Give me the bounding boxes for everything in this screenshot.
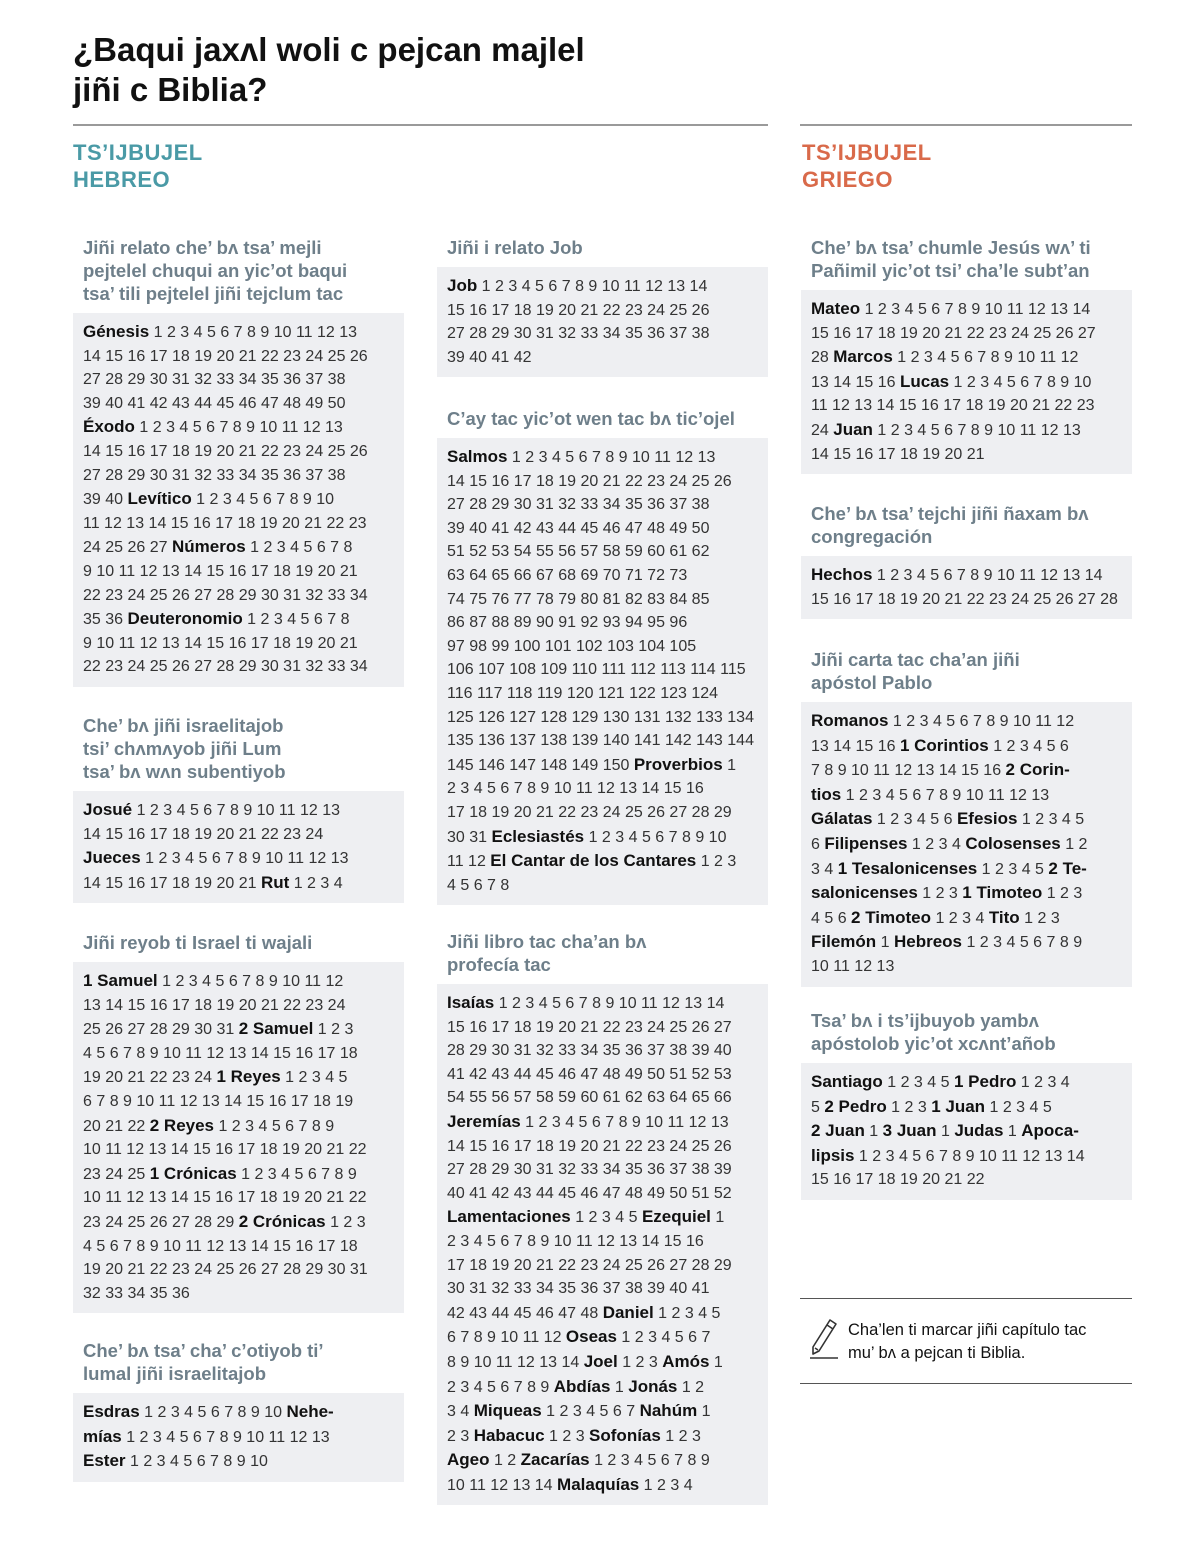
book-name: 1 Crónicas <box>149 1163 237 1183</box>
chapter-line: 11 12 13 14 15 16 17 18 19 20 21 22 23 <box>83 514 367 532</box>
chapter-line: 15 16 17 18 19 20 21 22 23 24 25 26 27 28 <box>811 590 1118 608</box>
book-name: Zacarías <box>520 1450 590 1470</box>
section-title-line: Pañimil yic’ot tsi’ cha’le subt’an <box>811 260 1090 281</box>
book-name: Joel <box>583 1351 618 1371</box>
chapter-line: 10 11 12 13 <box>811 957 895 975</box>
book-name: Salmos <box>447 447 508 466</box>
book-name: lipsis <box>811 1145 855 1165</box>
section-title-line: Che’ bʌ tsa’ chumle Jesús wʌ’ ti <box>811 237 1091 258</box>
book-name: Filipenses <box>824 833 908 853</box>
chapter-line: Esdras 1 2 3 4 5 6 7 8 9 10 Nehe- <box>83 1402 334 1421</box>
chapter-line: Ageo 1 2 Zacarías 1 2 3 4 5 6 7 8 9 <box>447 1450 710 1470</box>
book-name: Nehe- <box>286 1402 334 1421</box>
book-name: Ezequiel <box>641 1207 711 1227</box>
section-title <box>83 931 404 954</box>
book-name: Romanos <box>811 711 889 730</box>
chapter-line: 6 7 8 9 10 11 12 Oseas 1 2 3 4 5 6 7 <box>447 1327 711 1347</box>
chapter-line: 8 9 10 11 12 13 14 Joel 1 2 3 Amós 1 <box>447 1351 723 1371</box>
chapter-line: Lamentaciones 1 2 3 4 5 Ezequiel 1 <box>447 1207 725 1227</box>
chapter-line: 27 28 29 30 31 32 33 34 35 36 37 38 39 <box>447 1161 732 1179</box>
chapter-line: 54 55 56 57 58 59 60 61 62 63 64 65 66 <box>447 1089 732 1107</box>
chapter-line: 125 126 127 128 129 130 131 132 133 134 <box>447 708 754 726</box>
book-name: 2 Pedro <box>824 1096 887 1116</box>
chapter-line: 86 87 88 89 90 91 92 93 94 95 96 <box>447 614 688 632</box>
chapter-line: 14 15 16 17 18 19 20 21 <box>811 445 985 463</box>
chapter-box <box>801 556 1132 619</box>
hebrew-rule <box>73 124 768 126</box>
section-title-line: Jiñi libro tac cha’an bʌ <box>447 931 647 952</box>
chapter-line: 30 31 Eclesiastés 1 2 3 4 5 6 7 8 9 10 <box>447 826 727 846</box>
chapter-line: tios 1 2 3 4 5 6 7 8 9 10 11 12 13 <box>811 784 1050 804</box>
chapter-line: 28 Marcos 1 2 3 4 5 6 7 8 9 10 11 12 <box>811 347 1079 367</box>
book-name: Rut <box>260 872 290 892</box>
book-name: Proverbios <box>633 754 723 774</box>
book-name: Ageo <box>447 1450 490 1470</box>
chapter-line: 22 23 24 25 26 27 28 29 30 31 32 33 34 <box>83 658 368 676</box>
book-name: 2 Samuel <box>238 1019 314 1039</box>
chapter-line: 135 136 137 138 139 140 141 142 143 144 <box>447 732 754 750</box>
book-name: Abdías <box>553 1376 611 1396</box>
chapter-line: 14 15 16 17 18 19 20 21 22 23 24 25 26 <box>447 1137 732 1155</box>
chapter-line: 27 28 29 30 31 32 33 34 35 36 37 38 <box>83 466 346 484</box>
chapter-line: 19 20 21 22 23 24 25 26 27 28 29 30 31 <box>83 1261 368 1279</box>
chapter-line: Santiago 1 2 3 4 5 1 Pedro 1 2 3 4 <box>811 1072 1070 1091</box>
book-name: mías <box>83 1426 122 1446</box>
section-title <box>447 236 768 259</box>
book-name: Jueces <box>83 848 141 868</box>
chapter-line: Éxodo 1 2 3 4 5 6 7 8 9 10 11 12 13 <box>83 417 343 437</box>
chapter-line: Génesis 1 2 3 4 5 6 7 8 9 10 11 12 13 <box>83 322 358 341</box>
section-paul <box>801 648 1132 987</box>
chapter-line: 15 16 17 18 19 20 21 22 23 24 25 26 <box>447 301 710 319</box>
book-name: Filemón <box>811 932 877 952</box>
section-title-line: tsi’ chʌmʌyob jiñi Lum <box>83 738 282 759</box>
book-name: Números <box>171 537 246 557</box>
chapter-line: 116 117 118 119 120 121 122 123 124 <box>447 684 719 702</box>
section-title-line: Jiñi relato che’ bʌ tsa’ mejli <box>83 237 322 258</box>
section-title-line: Jiñi carta tac cha’an jiñi <box>811 649 1020 670</box>
chapter-box <box>801 1063 1132 1200</box>
chapter-line: 11 12 13 14 15 16 17 18 19 20 21 22 23 <box>811 397 1095 415</box>
chapter-line: 27 28 29 30 31 32 33 34 35 36 37 38 <box>447 496 710 514</box>
book-name: 1 Juan <box>931 1096 986 1116</box>
section-title-line: apóstolob yic’ot xcʌnt’añob <box>811 1033 1056 1054</box>
section-title <box>811 1009 1132 1055</box>
chapter-line: 3 4 Miqueas 1 2 3 4 5 6 7 Nahúm 1 <box>447 1401 711 1421</box>
chapter-line: 14 15 16 17 18 19 20 21 22 23 24 25 26 <box>447 472 732 490</box>
chapter-line: 17 18 19 20 21 22 23 24 25 26 27 28 29 <box>447 803 732 821</box>
chapter-line: 13 14 15 16 17 18 19 20 21 22 23 24 <box>83 996 346 1014</box>
chapter-line: 5 2 Pedro 1 2 3 1 Juan 1 2 3 4 5 <box>811 1096 1052 1116</box>
chapter-line: Salmos 1 2 3 4 5 6 7 8 9 10 11 12 13 <box>447 447 716 466</box>
book-name: 2 Crónicas <box>238 1211 326 1231</box>
chapter-line: Filemón 1 Hebreos 1 2 3 4 5 6 7 8 9 <box>811 932 1083 952</box>
chapter-line: 6 Filipenses 1 2 3 4 Colosenses 1 2 <box>811 833 1088 853</box>
chapter-line: 25 26 27 28 29 30 31 2 Samuel 1 2 3 <box>83 1019 354 1039</box>
book-name: Esdras <box>83 1402 140 1421</box>
section-title <box>811 502 1132 548</box>
chapter-line: salonicenses 1 2 3 1 Timoteo 1 2 3 <box>811 883 1083 903</box>
chapter-line: 27 28 29 30 31 32 33 34 35 36 37 38 <box>447 325 710 343</box>
chapter-line: 14 15 16 17 18 19 20 21 22 23 24 <box>83 825 324 843</box>
chapter-line: 32 33 34 35 36 <box>83 1284 190 1302</box>
chapter-line: Jeremías 1 2 3 4 5 6 7 8 9 10 11 12 13 <box>447 1111 729 1131</box>
book-name: Marcos <box>833 347 893 367</box>
chapter-line: 2 3 4 5 6 7 8 9 Abdías 1 Jonás 1 2 <box>447 1376 705 1396</box>
section-title-line: Che’ bʌ tsa’ cha’ c’otiyob ti’ <box>83 1340 324 1361</box>
chapter-line: 11 12 El Cantar de los Cantares 1 2 3 <box>447 851 737 871</box>
chapter-line: mías 1 2 3 4 5 6 7 8 9 10 11 12 13 <box>83 1426 330 1446</box>
chapter-box <box>73 962 404 1313</box>
book-name: Habacuc <box>473 1425 545 1445</box>
chapter-line: 39 40 41 42 <box>447 348 532 366</box>
section-kings <box>73 931 404 1313</box>
book-name: Eclesiastés <box>491 826 585 846</box>
chapter-line: 40 41 42 43 44 45 46 47 48 49 50 51 52 <box>447 1184 732 1202</box>
book-name: Génesis <box>83 322 150 341</box>
chapter-line: 39 40 Levítico 1 2 3 4 5 6 7 8 9 10 <box>83 489 335 509</box>
chapter-line: 10 11 12 13 14 15 16 17 18 19 20 21 22 <box>83 1141 367 1159</box>
chapter-line: 145 146 147 148 149 150 Proverbios 1 <box>447 754 736 774</box>
chapter-line: 35 36 Deuteronomio 1 2 3 4 5 6 7 8 <box>83 609 350 629</box>
chapter-line: Isaías 1 2 3 4 5 6 7 8 9 10 11 12 13 14 <box>447 993 725 1012</box>
chapter-line: 2 3 4 5 6 7 8 9 10 11 12 13 14 15 16 <box>447 1232 704 1250</box>
section-title-line: congregación <box>811 526 933 547</box>
chapter-line: 22 23 24 25 26 27 28 29 30 31 32 33 34 <box>83 586 368 604</box>
chapter-line: 4 5 6 7 8 9 10 11 12 13 14 15 16 17 18 <box>83 1044 358 1062</box>
chapter-line: Gálatas 1 2 3 4 5 6 Efesios 1 2 3 4 5 <box>811 809 1085 829</box>
chapter-line: 39 40 41 42 43 44 45 46 47 48 49 50 <box>447 519 710 537</box>
section-title <box>83 714 404 783</box>
book-name: 2 Reyes <box>149 1115 215 1135</box>
pencil-icon <box>808 1317 840 1361</box>
book-name: Lucas <box>899 371 950 391</box>
book-name: Amós <box>662 1351 710 1371</box>
chapter-line: 2 3 4 5 6 7 8 9 10 11 12 13 14 15 16 <box>447 780 704 798</box>
book-name: Apoca- <box>1021 1121 1079 1141</box>
section-congregation <box>801 502 1132 619</box>
section-title <box>447 407 768 430</box>
book-name: 1 Corintios <box>899 735 989 755</box>
book-name: Sofonías <box>589 1425 661 1445</box>
section-title-line: pejtelel chuqui an yic’ot baqui <box>83 260 348 281</box>
section-title <box>447 930 768 976</box>
chapter-line: Romanos 1 2 3 4 5 6 7 8 9 10 11 12 <box>811 711 1075 730</box>
section-title <box>83 1339 404 1385</box>
book-name: Oseas <box>565 1327 617 1347</box>
greek-heading: TS’IJBUJEL GRIEGO <box>802 140 932 192</box>
section-title-line: tsa’ tili pejtelel jiñi tejclum tac <box>83 283 344 304</box>
chapter-line: 42 43 44 45 46 47 48 Daniel 1 2 3 4 5 <box>447 1302 721 1322</box>
book-name: 1 Pedro <box>953 1072 1017 1091</box>
section-law <box>73 236 404 687</box>
chapter-line: lipsis 1 2 3 4 5 6 7 8 9 10 11 12 13 14 <box>811 1145 1085 1165</box>
book-name: tios <box>811 784 842 804</box>
chapter-line: 24 25 26 27 Números 1 2 3 4 5 6 7 8 <box>83 537 353 557</box>
chapter-line: 4 5 6 2 Timoteo 1 2 3 4 Tito 1 2 3 <box>811 907 1060 927</box>
book-name: Jeremías <box>447 1111 521 1131</box>
book-name: Tito <box>988 907 1020 927</box>
section-title-line: C’ay tac yic’ot wen tac bʌ tic’ojel <box>447 408 735 429</box>
chapter-box <box>73 1393 404 1482</box>
book-name: 2 Timoteo <box>851 907 932 927</box>
chapter-line: 2 3 Habacuc 1 2 3 Sofonías 1 2 3 <box>447 1425 701 1445</box>
book-name: Jonás <box>628 1376 678 1396</box>
chapter-line: Mateo 1 2 3 4 5 6 7 8 9 10 11 12 13 14 <box>811 299 1091 318</box>
book-name: 1 Samuel <box>83 971 158 990</box>
chapter-box <box>437 438 768 905</box>
note-text: Cha’len ti marcar jiñi capítulo tac mu’ bʌ a pejcan ti Biblia. <box>848 1321 1087 1362</box>
chapter-line: 15 16 17 18 19 20 21 22 23 24 25 26 27 <box>811 324 1096 342</box>
section-title-line: apóstol Pablo <box>811 672 933 693</box>
chapter-line: 106 107 108 109 110 111 112 113 114 115 <box>447 661 746 679</box>
section-apostles <box>801 1009 1132 1200</box>
chapter-line: 13 14 15 16 1 Corintios 1 2 3 4 5 6 <box>811 735 1069 755</box>
book-name: salonicenses <box>811 883 918 903</box>
chapter-line: 1 Samuel 1 2 3 4 5 6 7 8 9 10 11 12 <box>83 971 344 990</box>
section-title-line: profecía tac <box>447 954 551 975</box>
book-name: Juan <box>833 419 873 439</box>
chapter-line: 19 20 21 22 23 24 1 Reyes 1 2 3 4 5 <box>83 1067 348 1087</box>
book-name: 2 Te- <box>1048 858 1087 878</box>
book-name: Mateo <box>811 299 861 318</box>
page-title: ¿Baqui jaxʌl woli c pejcan majlel jiñi c Biblia? <box>73 31 585 108</box>
chapter-line: Josué 1 2 3 4 5 6 7 8 9 10 11 12 13 <box>83 800 341 819</box>
book-name: Isaías <box>447 993 495 1012</box>
chapter-box <box>73 313 404 687</box>
chapter-line: Jueces 1 2 3 4 5 6 7 8 9 10 11 12 13 <box>83 848 349 868</box>
section-return <box>73 1339 404 1482</box>
chapter-line: 10 11 12 13 14 Malaquías 1 2 3 4 <box>447 1474 693 1494</box>
chapter-line: 23 24 25 26 27 28 29 2 Crónicas 1 2 3 <box>83 1211 366 1231</box>
chapter-line: 27 28 29 30 31 32 33 34 35 36 37 38 <box>83 371 346 389</box>
chapter-line: 4 5 6 7 8 <box>447 876 510 894</box>
section-jesus <box>801 236 1132 474</box>
book-name: 2 Corin- <box>1005 760 1070 780</box>
book-name: 1 Tesalonicenses <box>837 858 978 878</box>
chapter-line: 14 15 16 17 18 19 20 21 Rut 1 2 3 4 <box>83 872 343 892</box>
book-name: Hebreos <box>893 932 962 952</box>
chapter-box <box>437 267 768 377</box>
book-name: El Cantar de los Cantares <box>490 851 697 871</box>
chapter-line: 24 Juan 1 2 3 4 5 6 7 8 9 10 11 12 13 <box>811 419 1081 439</box>
section-songs <box>437 407 768 905</box>
chapter-line: 17 18 19 20 21 22 23 24 25 26 27 28 29 <box>447 1256 732 1274</box>
book-name: Éxodo <box>83 417 135 437</box>
book-name: Daniel <box>602 1302 654 1322</box>
book-name: 2 Juan <box>811 1121 865 1141</box>
book-name: Santiago <box>811 1072 883 1091</box>
chapter-box <box>437 984 768 1505</box>
book-name: Hechos <box>811 565 873 584</box>
section-title <box>83 236 404 305</box>
chapter-box <box>801 702 1132 987</box>
chapter-line: 4 5 6 7 8 9 10 11 12 13 14 15 16 17 18 <box>83 1237 358 1255</box>
book-name: 1 Timoteo <box>962 883 1043 903</box>
chapter-line: 10 11 12 13 14 15 16 17 18 19 20 21 22 <box>83 1189 367 1207</box>
chapter-line: 97 98 99 100 101 102 103 104 105 <box>447 637 697 655</box>
chapter-line: 6 7 8 9 10 11 12 13 14 15 16 17 18 19 <box>83 1092 354 1110</box>
section-title-line: Jiñi i relato Job <box>447 237 583 258</box>
book-name: Lamentaciones <box>447 1207 571 1227</box>
section-job <box>437 236 768 377</box>
section-title <box>811 236 1132 282</box>
section-title <box>811 648 1132 694</box>
section-title-line: lumal jiñi israelitajob <box>83 1363 266 1384</box>
chapter-line: 23 24 25 1 Crónicas 1 2 3 4 5 6 7 8 9 <box>83 1163 357 1183</box>
chapter-line: 15 16 17 18 19 20 21 22 23 24 25 26 27 <box>447 1018 732 1036</box>
book-name: Miqueas <box>473 1401 542 1421</box>
marking-note <box>800 1298 1132 1384</box>
book-name: Nahúm <box>639 1401 698 1421</box>
chapter-line: 9 10 11 12 13 14 15 16 17 18 19 20 21 <box>83 634 358 652</box>
greek-rule <box>800 124 1132 126</box>
book-name: Josué <box>83 800 133 819</box>
chapter-line: Job 1 2 3 4 5 6 7 8 9 10 11 12 13 14 <box>447 276 708 295</box>
chapter-line: 63 64 65 66 67 68 69 70 71 72 73 <box>447 566 688 584</box>
chapter-box <box>73 791 404 903</box>
chapter-line: 51 52 53 54 55 56 57 58 59 60 61 62 <box>447 543 710 561</box>
section-prophecy <box>437 930 768 1505</box>
chapter-line: 41 42 43 44 45 46 47 48 49 50 51 52 53 <box>447 1065 732 1083</box>
book-name: Ester <box>83 1451 126 1471</box>
section-title-line: Che’ bʌ jiñi israelitajob <box>83 715 284 736</box>
book-name: Deuteronomio <box>127 609 243 629</box>
chapter-line: 14 15 16 17 18 19 20 21 22 23 24 25 26 <box>83 347 368 365</box>
section-title-line: tsa’ bʌ wʌn subentiyob <box>83 761 286 782</box>
chapter-line: 28 29 30 31 32 33 34 35 36 37 38 39 40 <box>447 1042 732 1060</box>
chapter-box <box>801 290 1132 474</box>
section-israelites <box>73 714 404 903</box>
chapter-line: 39 40 41 42 43 44 45 46 47 48 49 50 <box>83 394 346 412</box>
chapter-line: 7 8 9 10 11 12 13 14 15 16 2 Corin- <box>811 760 1070 780</box>
book-name: Malaquías <box>557 1474 640 1494</box>
book-name: Levítico <box>127 489 192 509</box>
chapter-line: 2 Juan 1 3 Juan 1 Judas 1 Apoca- <box>811 1121 1079 1141</box>
book-name: Efesios <box>956 809 1018 829</box>
chapter-line: 14 15 16 17 18 19 20 21 22 23 24 25 26 <box>83 442 368 460</box>
chapter-line: 3 4 1 Tesalonicenses 1 2 3 4 5 2 Te- <box>811 858 1087 878</box>
book-name: 3 Juan <box>882 1121 937 1141</box>
book-name: 1 Reyes <box>216 1067 281 1087</box>
chapter-line: Ester 1 2 3 4 5 6 7 8 9 10 <box>83 1451 268 1471</box>
chapter-line: 9 10 11 12 13 14 15 16 17 18 19 20 21 <box>83 562 358 580</box>
section-title-line: Tsa’ bʌ i ts’ijbuyob yambʌ <box>811 1010 1039 1031</box>
section-title-line: Jiñi reyob ti Israel ti wajali <box>83 932 313 953</box>
chapter-line: 20 21 22 2 Reyes 1 2 3 4 5 6 7 8 9 <box>83 1115 335 1135</box>
chapter-line: 15 16 17 18 19 20 21 22 <box>811 1171 985 1189</box>
chapter-line: 74 75 76 77 78 79 80 81 82 83 84 85 <box>447 590 710 608</box>
book-name: Judas <box>954 1121 1004 1141</box>
book-name: Gálatas <box>811 809 873 829</box>
book-name: Job <box>447 276 478 295</box>
chapter-line: 30 31 32 33 34 35 36 37 38 39 40 41 <box>447 1280 710 1298</box>
chapter-line: 13 14 15 16 Lucas 1 2 3 4 5 6 7 8 9 10 <box>811 371 1092 391</box>
section-title-line: Che’ bʌ tsa’ tejchi jiñi ñaxam bʌ <box>811 503 1089 524</box>
chapter-line: Hechos 1 2 3 4 5 6 7 8 9 10 11 12 13 14 <box>811 565 1103 584</box>
book-name: Colosenses <box>965 833 1061 853</box>
hebrew-heading: TS’IJBUJEL HEBREO <box>73 140 203 192</box>
